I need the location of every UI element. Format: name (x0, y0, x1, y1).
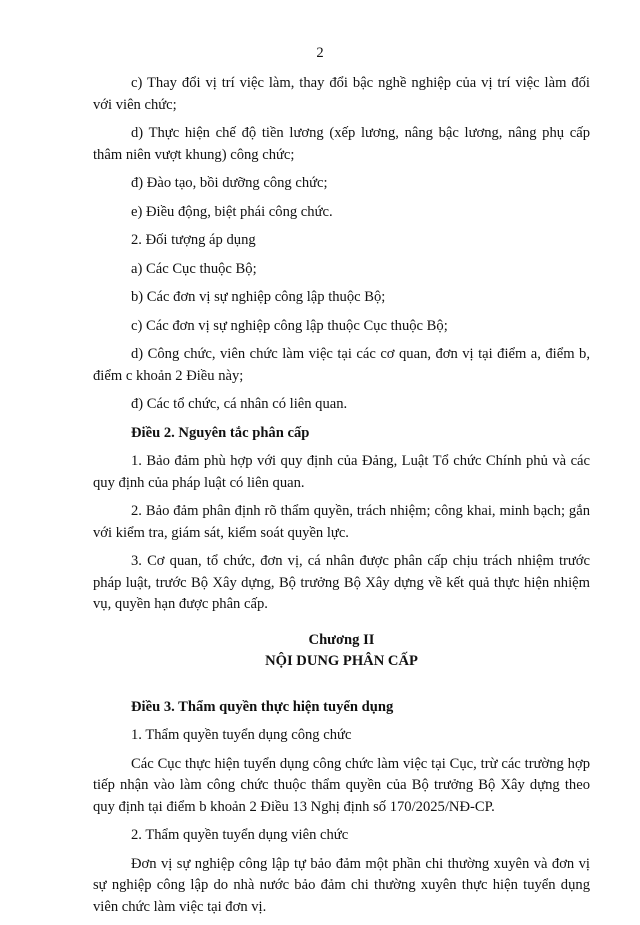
article-3-heading: Điều 3. Thẩm quyền thực hiện tuyển dụng (131, 698, 394, 715)
paragraph: đ) Đào tạo, bồi dưỡng công chức; (131, 175, 328, 191)
paragraph: 2. Bảo đảm phân định rõ thẩm quyền, trách nhiệm; công khai, minh bạch; gắn với kiểm tra, giám sát, kiểm soát quyền lực. (93, 503, 590, 541)
chapter-title: NỘI DUNG PHÂN CẤP (265, 652, 418, 669)
paragraph: 1. Bảo đảm phù hợp với quy định của Đảng, Luật Tổ chức Chính phủ và các quy định của pháp luật có liên quan. (93, 453, 590, 491)
paragraph: b) Các đơn vị sự nghiệp công lập thuộc Bộ; (131, 289, 386, 305)
paragraph: đ) Các tổ chức, cá nhân có liên quan. (131, 396, 348, 412)
chapter-number: Chương II (308, 631, 375, 648)
paragraph: a) Các Cục thuộc Bộ; (131, 260, 257, 277)
paragraph: 2. Đối tượng áp dụng (131, 232, 256, 248)
paragraph: e) Điều động, biệt phái công chức. (131, 203, 333, 220)
paragraph: d) Công chức, viên chức làm việc tại các cơ quan, đơn vị tại điểm a, điểm b, điểm c khoản 2 Điều này; (93, 346, 590, 384)
paragraph: 1. Thẩm quyền tuyển dụng công chức (131, 727, 352, 743)
paragraph: c) Thay đổi vị trí việc làm, thay đổi bậc nghề nghiệp của vị trí việc làm đối với viên chức; (93, 75, 590, 113)
paragraph: 2. Thẩm quyền tuyển dụng viên chức (131, 827, 349, 843)
paragraph: Đơn vị sự nghiệp công lập tự bảo đảm một phần chi thường xuyên và đơn vị sự nghiệp công lập do nhà nước bảo đảm chi thường xuyên thực hiện tuyển dụng viên chức làm việc tại đơn vị. (93, 855, 590, 915)
paragraph: 3. Cơ quan, tổ chức, đơn vị, cá nhân được phân cấp chịu trách nhiệm trước pháp luật, trước Bộ Xây dựng, Bộ trưởng Bộ Xây dựng về kết quả thực hiện nhiệm vụ, quyền hạn được phân cấp. (93, 553, 590, 612)
paragraph: c) Các đơn vị sự nghiệp công lập thuộc Cục thuộc Bộ; (131, 317, 448, 334)
paragraph: d) Thực hiện chế độ tiền lương (xếp lương, nâng bậc lương, nâng phụ cấp thâm niên vượt khung) công chức; (93, 125, 590, 163)
document-body (93, 73, 590, 925)
page-number: 2 (316, 45, 324, 61)
chapter-heading (93, 630, 590, 672)
paragraph: Các Cục thực hiện tuyển dụng công chức làm việc tại Cục, trừ các trường hợp tiếp nhận vào làm công chức thuộc thẩm quyền của Bộ trưởng Bộ Xây dựng theo quy định tại điểm b khoản 2 Điều 13 Nghị định số 170/2025/NĐ-CP. (93, 755, 590, 815)
article-2-heading: Điều 2. Nguyên tắc phân cấp (131, 424, 310, 441)
